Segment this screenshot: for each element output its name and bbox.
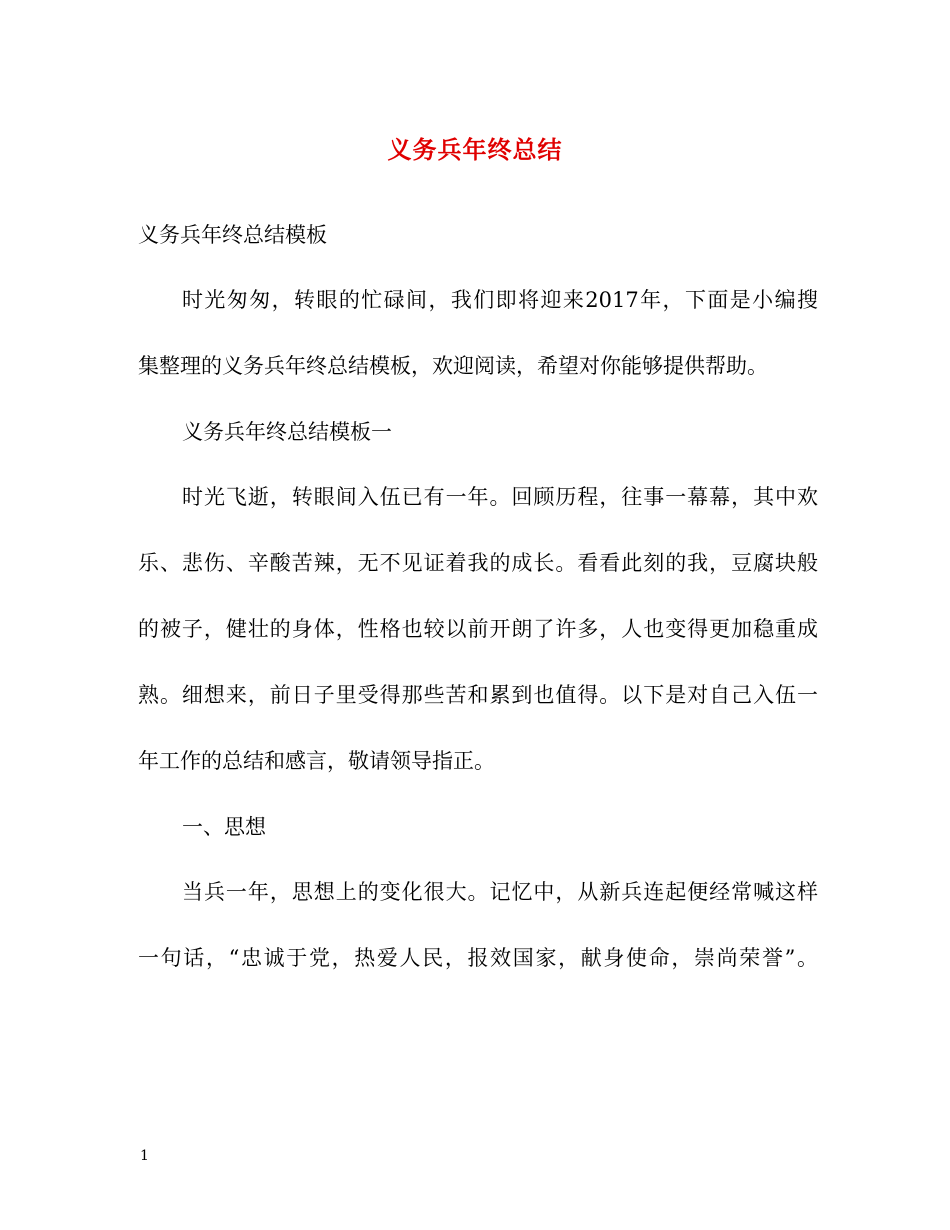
page-number: 1	[140, 1148, 149, 1164]
paragraph-line: 熟。细想来，前日子里受得那些苦和累到也值得。以下是对自己入伍一	[138, 683, 818, 707]
paragraph-line: 当兵一年，思想上的变化很大。记忆中，从新兵连起便经常喊这样	[182, 880, 818, 904]
section-heading: 一、思想	[182, 815, 266, 839]
paragraph-line: 年工作的总结和感言，敬请领导指正。	[138, 749, 495, 773]
section-heading: 义务兵年终总结模板一	[182, 420, 392, 444]
document-title: 义务兵年终总结	[387, 135, 563, 164]
paragraph-line: 的被子，健壮的身体，性格也较以前开朗了许多，人也变得更加稳重成	[138, 617, 818, 641]
paragraph-line: 一句话，“忠诚于党，热爱人民，报效国家，献身使命，崇尚荣誉”。	[138, 946, 818, 970]
paragraph-line: 时光飞逝，转眼间入伍已有一年。回顾历程，往事一幕幕，其中欢	[182, 485, 818, 509]
paragraph-line: 乐、悲伤、辛酸苦辣，无不见证着我的成长。看看此刻的我，豆腐块般	[138, 551, 818, 575]
paragraph-line: 集整理的义务兵年终总结模板，欢迎阅读，希望对你能够提供帮助。	[138, 354, 768, 378]
paragraph-line: 时光匆匆，转眼的忙碌间，我们即将迎来2017年，下面是小编搜	[182, 288, 818, 312]
subtitle-line: 义务兵年终总结模板	[138, 223, 327, 247]
